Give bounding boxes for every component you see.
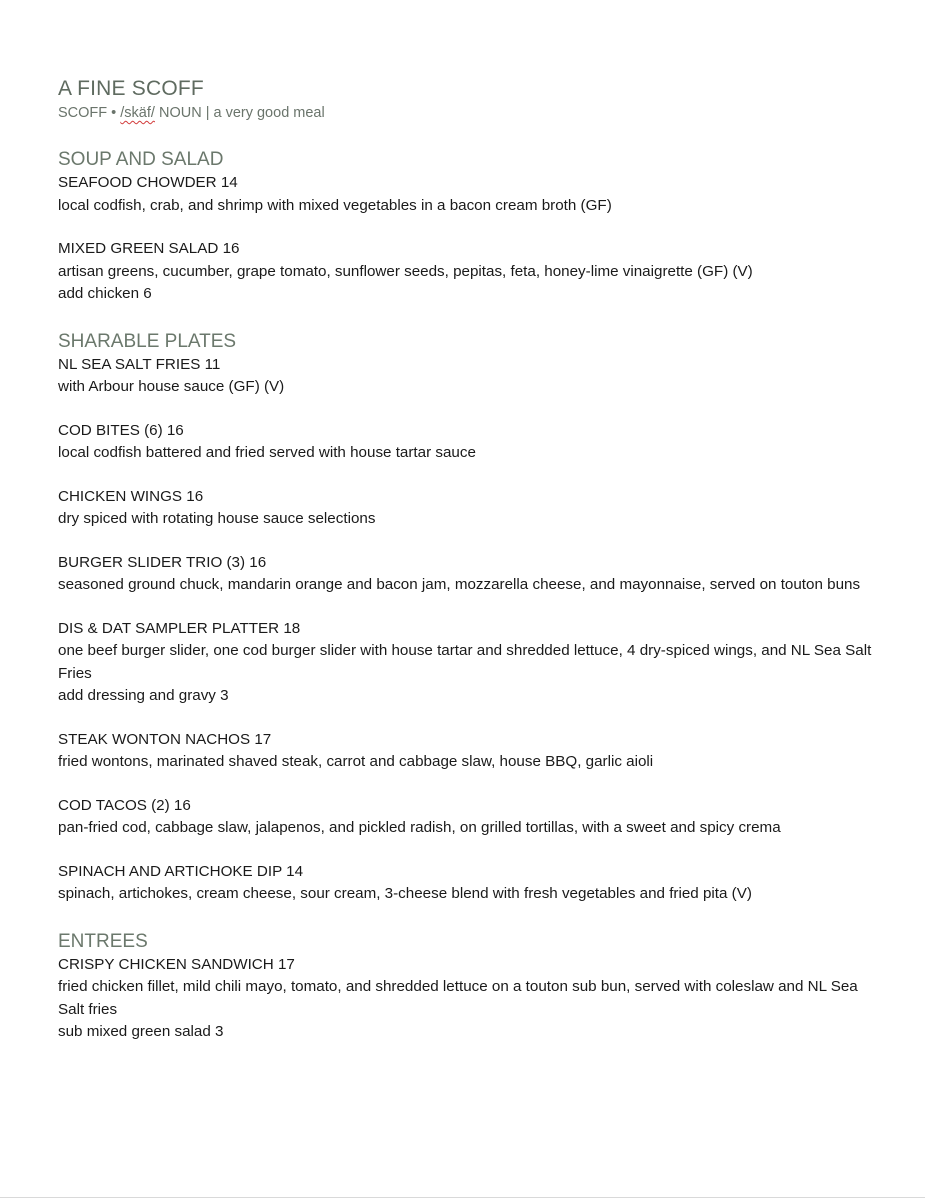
menu-item-description: with Arbour house sauce (GF) (V) bbox=[58, 378, 285, 395]
menu-item-description: local codfish, crab, and shrimp with mixed vegetables in a bacon cream broth (GF) bbox=[58, 196, 612, 214]
menu-section bbox=[58, 930, 888, 1044]
menu-item-description: pan-fried cod, cabbage slaw, jalapenos, and pickled radish, on grilled tortillas, with a sweet and spicy crema bbox=[58, 819, 781, 836]
menu-item-description: dry spiced with rotating house sauce selections bbox=[58, 510, 376, 527]
menu-item-description: fried chicken fillet, mild chili mayo, tomato, and shredded lettuce on a touton sub bun, served with coleslaw and NL Sea Salt fries bbox=[58, 978, 858, 1018]
menu-item bbox=[58, 172, 888, 217]
menu-item-name: SPINACH AND ARTICHOKE DIP 14 bbox=[58, 862, 304, 880]
menu-item-addon: add chicken 6 bbox=[58, 285, 152, 302]
menu-page bbox=[58, 76, 888, 1044]
menu-item-description: fried wontons, marinated shaved steak, carrot and cabbage slaw, house BBQ, garlic aioli bbox=[58, 753, 654, 770]
menu-item-name: COD TACOS (2) 16 bbox=[58, 796, 191, 814]
menu-item-name: CHICKEN WINGS 16 bbox=[58, 487, 204, 505]
menu-item-name: MIXED GREEN SALAD 16 bbox=[58, 240, 240, 257]
menu-item-description: one beef burger slider, one cod burger slider with house tartar and shredded lettuce, 4 dry-spiced wings, and NL Sea Salt Fries bbox=[58, 642, 872, 682]
menu-item-name: DIS & DAT SAMPLER PLATTER 18 bbox=[58, 619, 301, 637]
menu-item-description: local codfish battered and fried served with house tartar sauce bbox=[58, 444, 476, 461]
menu-item bbox=[58, 795, 888, 840]
menu-item bbox=[58, 618, 888, 708]
menu-section bbox=[58, 330, 888, 906]
subtitle-suffix: NOUN | a very good meal bbox=[154, 105, 325, 121]
menu-sections bbox=[58, 148, 888, 1044]
menu-subtitle bbox=[58, 102, 888, 124]
menu-title: A FINE SCOFF bbox=[58, 77, 204, 100]
menu-item-description: spinach, artichokes, cream cheese, sour cream, 3-cheese blend with fresh vegetables and fried pita (V) bbox=[58, 885, 752, 902]
menu-item bbox=[58, 729, 888, 774]
menu-item-addon: sub mixed green salad 3 bbox=[58, 1023, 224, 1040]
menu-item-name: COD BITES (6) 16 bbox=[58, 421, 184, 439]
subtitle-prefix: SCOFF • bbox=[58, 105, 121, 121]
menu-section bbox=[58, 148, 888, 306]
menu-item bbox=[58, 238, 888, 306]
menu-item bbox=[58, 486, 888, 531]
menu-item-description: seasoned ground chuck, mandarin orange and bacon jam, mozzarella cheese, and mayonnaise, served on touton buns bbox=[58, 576, 861, 593]
page-bottom-divider bbox=[0, 1197, 925, 1198]
section-title: ENTREES bbox=[58, 930, 148, 952]
menu-item-name: NL SEA SALT FRIES 11 bbox=[58, 355, 221, 373]
menu-item-name: SEAFOOD CHOWDER 14 bbox=[58, 174, 238, 191]
menu-item bbox=[58, 354, 888, 399]
subtitle-pronunciation: /skäf/ bbox=[120, 105, 155, 121]
menu-item-addon: add dressing and gravy 3 bbox=[58, 687, 229, 704]
menu-item-name: BURGER SLIDER TRIO (3) 16 bbox=[58, 553, 267, 571]
section-title: SHARABLE PLATES bbox=[58, 330, 237, 352]
menu-item bbox=[58, 552, 888, 597]
section-title: SOUP AND SALAD bbox=[58, 149, 224, 170]
menu-item-name: CRISPY CHICKEN SANDWICH 17 bbox=[58, 955, 295, 973]
menu-item bbox=[58, 420, 888, 465]
menu-item bbox=[58, 954, 888, 1044]
menu-item bbox=[58, 861, 888, 906]
menu-item-name: STEAK WONTON NACHOS 17 bbox=[58, 730, 272, 748]
menu-item-description: artisan greens, cucumber, grape tomato, sunflower seeds, pepitas, feta, honey-lime vinaigrette (GF) (V) bbox=[58, 262, 753, 280]
